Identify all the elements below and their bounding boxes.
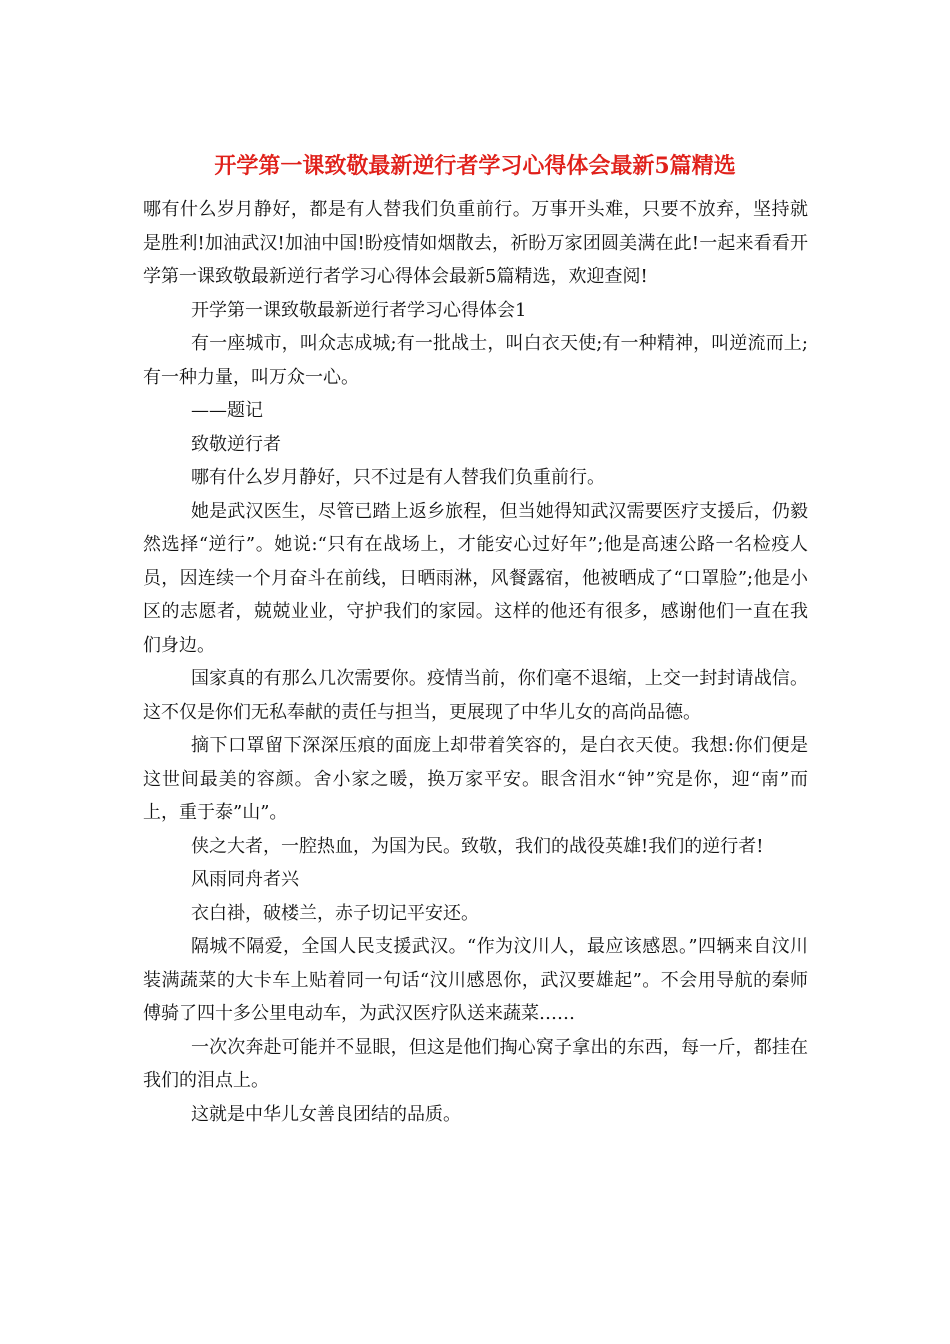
epigraph-attribution: ——题记 xyxy=(191,400,263,421)
subheading: 致敬逆行者 xyxy=(191,433,281,455)
intro-paragraph: 哪有什么岁月静好，都是有人替我们负重前行。万事开头难，只要不放弃，坚持就是胜利!加油武汉!加油中国!盼疫情如烟散去，祈盼万家团圆美满在此!一起来看看开学第一课致敬最新逆行者学习心得体会最新5篇精选，欢迎查阅! xyxy=(143,199,808,287)
body-paragraph: 她是武汉医生，尽管已踏上返乡旅程，但当她得知武汉需要医疗支援后，仍毅然选择“逆行”。她说:“只有在战场上，才能安心过好年”;他是高速公路一名检疫人员，因连续一个月奋斗在前线，日晒雨淋，风餐露宿，他被晒成了“口罩脸”;他是小区的志愿者，兢兢业业，守护我们的家园。这样的他还有很多，感谢他们一直在我们身边。 xyxy=(143,500,808,656)
body-paragraph: 有一座城市，叫众志成城;有一批战士，叫白衣天使;有一种精神，叫逆流而上;有一种力量，叫万众一心。 xyxy=(143,333,808,388)
body-paragraph: 摘下口罩留下深深压痕的面庞上却带着笑容的，是白衣天使。我想:你们便是这世间最美的容颜。舍小家之暖，换万家平安。眼含泪水“钟”究是你，迎“南”而上，重于泰”山”。 xyxy=(143,735,808,823)
body-paragraph: 衣白褂，破楼兰，赤子切记平安还。 xyxy=(191,902,479,924)
body-paragraph: 哪有什么岁月静好，只不过是有人替我们负重前行。 xyxy=(191,467,605,488)
body-paragraph: 隔城不隔爱，全国人民支援武汉。“作为汶川人，最应该感恩。”四辆来自汶川装满蔬菜的大卡车上贴着同一句话“汶川感恩你，武汉要雄起”。不会用导航的秦师傅骑了四十多公里电动车，为武汉医疗队送来蔬菜…… xyxy=(143,936,808,1024)
section-heading: 开学第一课致敬最新逆行者学习心得体会1 xyxy=(191,299,527,321)
body-paragraph: 这就是中华儿女善良团结的品质。 xyxy=(191,1103,461,1125)
body-paragraph: 国家真的有那么几次需要你。疫情当前，你们毫不退缩，上交一封封请战信。这不仅是你们无私奉献的责任与担当，更展现了中华儿女的高尚品德。 xyxy=(143,668,808,723)
subheading: 风雨同舟者兴 xyxy=(191,869,299,890)
body-paragraph: 一次次奔赴可能并不显眼，但这是他们掏心窝子拿出的东西，每一斤，都挂在我们的泪点上。 xyxy=(143,1036,808,1091)
document-title: 开学第一课致敬最新逆行者学习心得体会最新5篇精选 xyxy=(214,153,736,179)
document-body xyxy=(143,193,808,1131)
body-paragraph: 侠之大者，一腔热血，为国为民。致敬，我们的战役英雄!我们的逆行者! xyxy=(191,835,764,857)
